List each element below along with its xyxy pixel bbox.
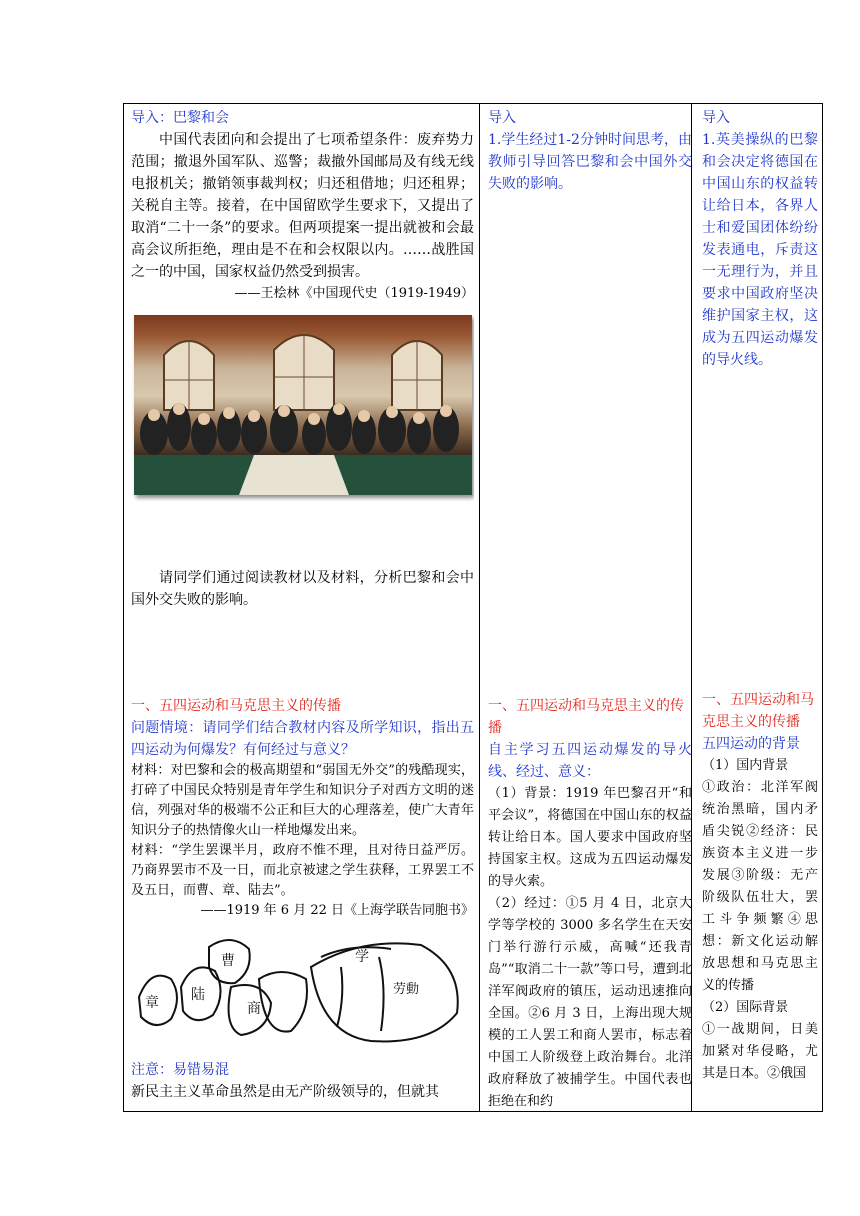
col3-domestic-heading: （1）国内背景 xyxy=(702,758,789,773)
material-2-source: ——1919 年 6 月 22 日《上海学联告同胞书》 xyxy=(200,903,474,918)
col1-intro-cell xyxy=(131,107,474,627)
cartoon-label-shang: 商 xyxy=(247,1001,261,1017)
lesson-table xyxy=(123,103,823,1112)
col3-intro-cell xyxy=(702,107,818,407)
section-title: 一、五四运动和马克思主义的传播 xyxy=(131,698,341,714)
col3-intro-title: 导入 xyxy=(702,110,730,126)
cartoon-label-laodong: 劳動 xyxy=(393,982,420,997)
col2-intro-cell xyxy=(488,107,692,307)
col1-section-cell xyxy=(131,695,474,1111)
col3-subtitle: 五四运动的背景 xyxy=(702,736,800,752)
col3-intl-heading: （2）国际背景 xyxy=(702,1000,789,1015)
intro-paragraph: 中国代表团向和会提出了七项希望条件：废弃势力范围；撤退外国军队、巡警；裁撤外国邮局及有线无线电报机关；撤销领事裁判权；归还租借地；归还租界；关税自主等。接着，在中国留欧学生要求下，又提出了取消“二十一条”的要求。但两项提案一提出就被和会最高会议所拒绝，理由是不在和会权限以内。……战胜国之一的中国，国家权益仍然受到损害。 xyxy=(131,132,474,280)
col2-background: （1）背景：1919 年巴黎召开“和平会议”，将德国在中国山东的权益转让给日本。国人要求中国政府坚持国家主权。这成为五四运动爆发的导火索。 xyxy=(488,786,692,889)
problem-situation: 问题情境：请同学们结合教材内容及所学知识，指出五四运动为何爆发？有何经过与意义？ xyxy=(131,720,474,758)
material-1: 材料：对巴黎和会的极高期望和“弱国无外交”的残酷现实，打碎了中国民众特别是青年学生和知识分子对西方文明的迷信，列强对华的极端不公正和巨大的心理落差，使广大青年知识分子的热情像火山一样地爆发出来。 xyxy=(131,763,474,838)
painting-illustration xyxy=(134,315,472,495)
col3-section-title: 一、五四运动和马克思主义的传播 xyxy=(702,692,814,730)
intro-source: ——王桧林《中国现代史（1919-1949） xyxy=(234,286,474,301)
paris-peace-conference-image xyxy=(134,315,472,495)
col2-intro-text: 1.学生经过1-2分钟时间思考，由教师引导回答巴黎和会中国外交失败的影响。 xyxy=(488,132,692,192)
col2-process: （2）经过：①5 月 4 日，北京大学等学校的 3000 多名学生在天安门举行游行示威，高喊“还我青岛”“取消二十一款”等口号，遭到北洋军阀政府的镇压，运动迅速推向全国。②6 月 3 日，上海出现大规模的工人罢工和商人罢市，标志着中国工人阶级登上政治舞台。北洋政府释放了被捕学生。中国代表也拒绝在和约 xyxy=(488,896,692,1109)
may-fourth-cartoon xyxy=(131,927,467,1051)
cartoon-label-zhang: 章 xyxy=(145,995,159,1011)
intro-title: 导入：巴黎和会 xyxy=(131,110,229,126)
col3-domestic-text: ①政治：北洋军阀统治黑暗，国内矛盾尖锐②经济：民族资本主义进一步发展③阶级：无产阶级队伍壮大，罢工斗争频繁④思想：新文化运动解放思想和马克思主义的传播 xyxy=(702,780,818,993)
cartoon-label-lu: 陆 xyxy=(191,987,205,1003)
col2-intro-title: 导入 xyxy=(488,110,516,126)
col3-section-cell xyxy=(702,689,818,1109)
material-2: 材料：“学生罢课半月，政府不惟不理，且对待日益严厉。乃商界罢市不及一日，而北京被逮之学生获释，工界罢工不及五日，而曹、章、陆去”。 xyxy=(131,843,474,898)
col3-intro-text: 1.英美操纵的巴黎和会决定将德国在中国山东的权益转让给日本，各界人士和爱国团体纷纷发表通电，斥责这一无理行为，并且要求中国政府坚决维护国家主权，这成为五四运动爆发的导火线。 xyxy=(702,132,818,368)
column-divider xyxy=(479,104,480,1111)
cartoon-label-cao: 曹 xyxy=(221,953,235,969)
col2-subtitle: 自主学习五四运动爆发的导火线、经过、意义： xyxy=(488,742,692,780)
col3-intl-text: ①一战期间，日美加紧对华侵略，尤其是日本。②俄国 xyxy=(702,1022,818,1081)
reading-prompt: 请同学们通过阅读教材以及材料，分析巴黎和会中国外交失败的影响。 xyxy=(131,570,474,608)
cartoon-label-xue: 学 xyxy=(355,949,369,965)
col2-section-title: 一、五四运动和马克思主义的传播 xyxy=(488,698,684,736)
col2-section-cell xyxy=(488,695,692,1111)
note-title: 注意：易错易混 xyxy=(131,1062,229,1078)
note-text: 新民主主义革命虽然是由无产阶级领导的，但就其 xyxy=(131,1084,439,1100)
